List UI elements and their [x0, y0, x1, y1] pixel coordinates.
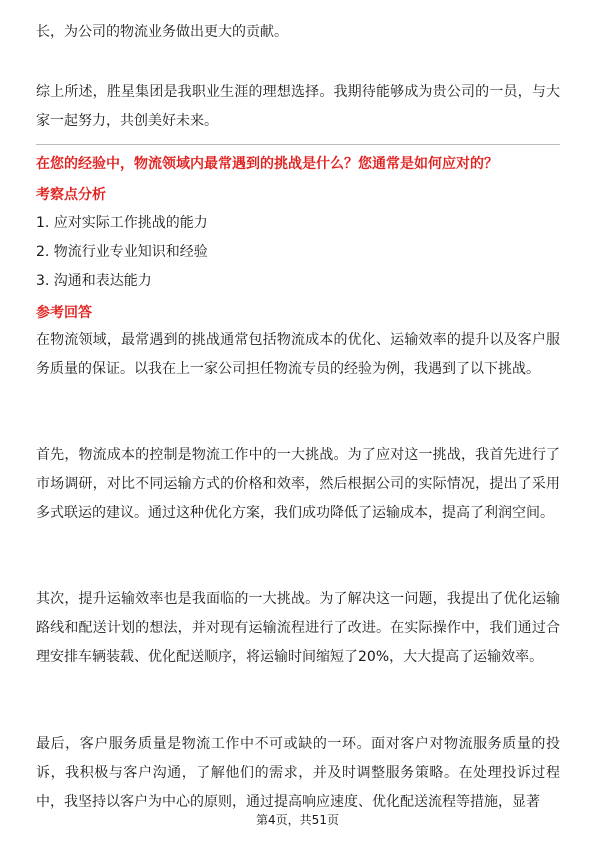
- answer-paragraph-2: 首先，物流成本的控制是物流工作中的一大挑战。为了应对这一挑战，我首先进行了市场调研，对比不同运输方式的价格和效率，然后根据公司的实际情况，提出了采用多式联运的建议。通过这种优化方案，我们成功降低了运输成本，提高了利润空间。: [36, 447, 560, 521]
- paragraph-continuation: 长，为公司的物流业务做出更大的贡献。: [36, 24, 288, 40]
- answer-paragraph-1: 在物流领域，最常遇到的挑战通常包括物流成本的优化、运输效率的提升以及客户服务质量的保证。以我在上一家公司担任物流专员的经验为例，我遇到了以下挑战。: [36, 332, 560, 377]
- analysis-item-2: 2. 物流行业专业知识和经验: [36, 244, 208, 260]
- answer-heading: 参考回答: [36, 305, 92, 321]
- analysis-heading: 考察点分析: [36, 187, 106, 203]
- analysis-item-1: 1. 应对实际工作挑战的能力: [36, 215, 208, 231]
- answer-paragraph-4: 最后，客户服务质量是物流工作中不可或缺的一环。面对客户对物流服务质量的投诉，我积极与客户沟通，了解他们的需求，并及时调整服务策略。在处理投诉过程中，我坚持以客户为中心的原则，通过提高响应速度、优化配送流程等措施，显著: [36, 736, 560, 810]
- analysis-item-3: 3. 沟通和表达能力: [36, 273, 152, 289]
- section-divider: [36, 144, 560, 145]
- page-number: 第4页，共51页: [256, 813, 339, 827]
- paragraph-conclusion: 综上所述，胜星集团是我职业生涯的理想选择。我期待能够成为贵公司的一员，与大家一起努力，共创美好未来。: [36, 84, 560, 129]
- answer-paragraph-3: 其次，提升运输效率也是我面临的一大挑战。为了解决这一问题，我提出了优化运输路线和配送计划的想法，并对现有运输流程进行了改进。在实际操作中，我们通过合理安排车辆装载、优化配送顺序，将运输时间缩短了20%，大大提高了运输效率。: [36, 591, 560, 665]
- interview-question: 在您的经验中，物流领域内最常遇到的挑战是什么？您通常是如何应对的？: [36, 156, 498, 172]
